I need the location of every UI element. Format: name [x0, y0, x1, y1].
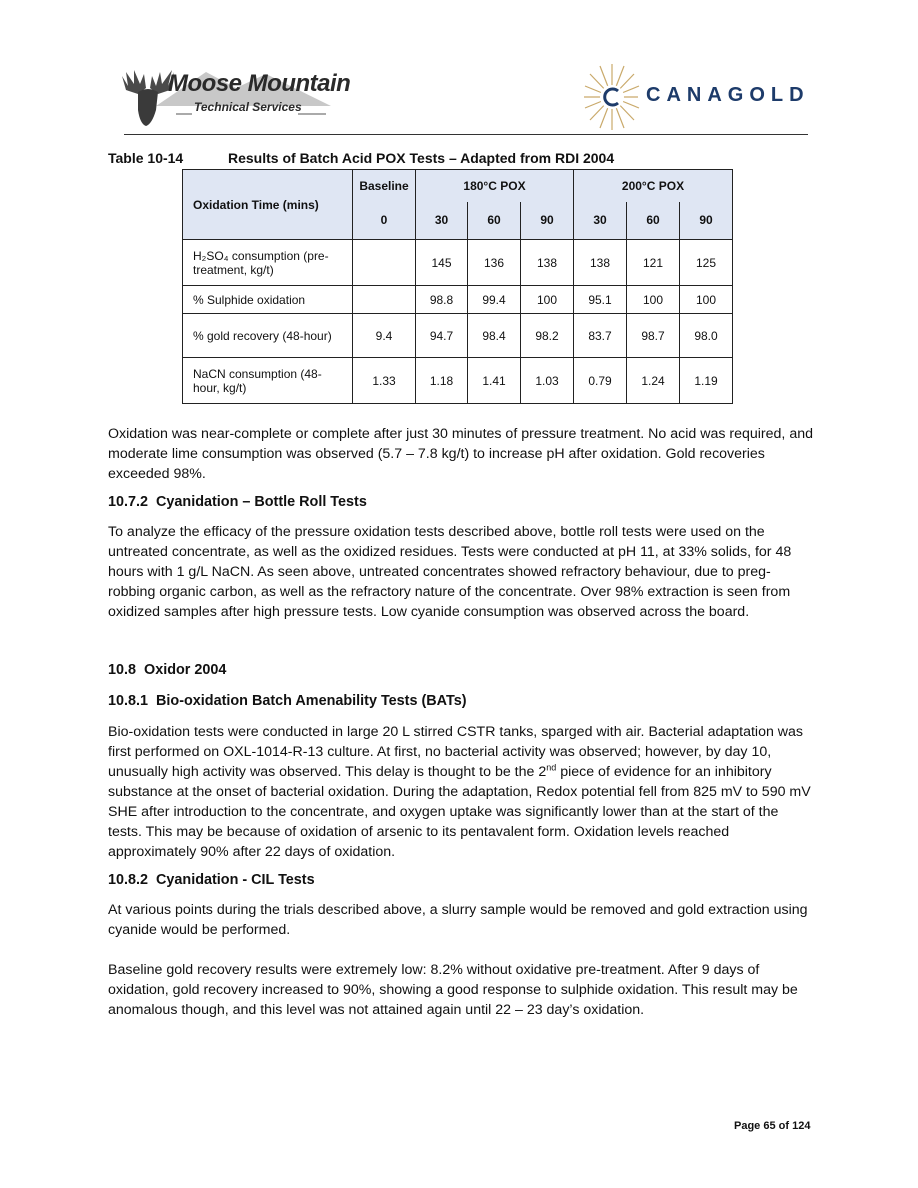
moose-logo-name: Moose Mountain	[168, 70, 351, 97]
ordinal-suffix: nd	[546, 762, 557, 773]
col-time-30: 30	[416, 202, 468, 240]
col-group-200c: 200°C POX	[574, 170, 733, 202]
table-cell: 1.19	[680, 358, 733, 404]
col-group-180c: 180°C POX	[416, 170, 574, 202]
paragraph-text: piece of evidence for an inhibitory substance at the onset of bacterial oxidation. During the adaptation, Redox potential fell from 825 mV to 590 mV SHE after introduction to the concentrate, and oxygen uptake was significantly lower than at the start of the tests. This may be because of oxidation of arsenic to its pentavalent form. Oxidation levels reached approximately 90% after 22 days of oxidation.	[108, 764, 811, 860]
row-label: % Sulphide oxidation	[183, 286, 353, 314]
sunburst-icon	[582, 62, 642, 132]
table-row	[183, 358, 733, 404]
paragraph-oxidation-summary: Oxidation was near-complete or complete after just 30 minutes of pressure treatment. No acid was required, and moderate lime consumption was observed (5.7 – 7.8 kg/t) to increase pH after oxidation. Gold recoveries exceeded 98%.	[108, 426, 813, 482]
table-cell: 125	[680, 240, 733, 286]
table-cell: 98.8	[416, 286, 468, 314]
moose-mountain-logo	[116, 66, 356, 128]
header-divider	[124, 134, 808, 135]
table-cell: 98.0	[680, 314, 733, 358]
row-label: H₂SO₄ consumption (pre-treatment, kg/t)	[183, 240, 353, 286]
paragraph-cil-intro: At various points during the trials described above, a slurry sample would be removed and gold extraction using cyanide would be performed.	[108, 902, 808, 938]
table-cell: 95.1	[574, 286, 627, 314]
paragraph-bio-oxidation	[108, 722, 813, 862]
canagold-logo-name: CANAGOLD	[646, 84, 810, 106]
section-heading-10-8-2	[108, 872, 315, 888]
table-cell: 98.4	[468, 314, 521, 358]
section-title: Cyanidation – Bottle Roll Tests	[156, 494, 367, 510]
table-row	[183, 240, 733, 286]
col-time-0: 0	[353, 202, 416, 240]
table-cell: 1.41	[468, 358, 521, 404]
table-cell: 0.79	[574, 358, 627, 404]
table-row	[183, 286, 733, 314]
col-time-90: 90	[521, 202, 574, 240]
row-label: NaCN consumption (48-hour, kg/t)	[183, 358, 353, 404]
col-time-30: 30	[574, 202, 627, 240]
table-cell: 121	[627, 240, 680, 286]
table-cell: 138	[574, 240, 627, 286]
section-number: 10.8.1	[108, 693, 149, 709]
moose-logo-subtitle: Technical Services	[194, 100, 302, 114]
section-title: Cyanidation - CIL Tests	[156, 872, 315, 888]
section-number: 10.7.2	[108, 494, 149, 510]
table-number: Table 10-14	[108, 150, 184, 166]
table-cell: 100	[627, 286, 680, 314]
table-cell: 138	[521, 240, 574, 286]
table-cell: 83.7	[574, 314, 627, 358]
section-heading-10-8	[108, 662, 226, 678]
table-cell: 1.24	[627, 358, 680, 404]
row-header-oxidation-time: Oxidation Time (mins)	[183, 170, 353, 240]
table-title: Results of Batch Acid POX Tests – Adapted from RDI 2004	[228, 150, 615, 166]
table-cell: 98.7	[627, 314, 680, 358]
table-cell: 1.33	[353, 358, 416, 404]
table-cell: 100	[521, 286, 574, 314]
paragraph-text: Bio-oxidation tests were conducted in large 20 L stirred CSTR tanks, sparged with air. Bacterial adaptation was first performed on OXL-1014-R-13 culture. At first, no bacterial activity was observed; however, by day 10, unusually high activity was observed. This delay is thought to be the 2	[108, 724, 804, 780]
section-title: Oxidor 2004	[144, 662, 227, 678]
col-group-baseline: Baseline	[353, 170, 416, 202]
table-cell: 1.03	[521, 358, 574, 404]
col-time-90: 90	[680, 202, 733, 240]
canagold-logo	[582, 62, 812, 132]
page-number: Page 65 of 124	[734, 1120, 811, 1132]
table-row	[183, 314, 733, 358]
table-cell: 94.7	[416, 314, 468, 358]
page-header	[0, 0, 918, 140]
table-cell: 136	[468, 240, 521, 286]
row-label: % gold recovery (48-hour)	[183, 314, 353, 358]
table-cell: 145	[416, 240, 468, 286]
table-cell	[353, 240, 416, 286]
section-heading-10-7-2	[108, 494, 367, 510]
table-caption	[108, 150, 614, 166]
section-title: Bio-oxidation Batch Amenability Tests (BATs)	[156, 693, 467, 709]
section-heading-10-8-1	[108, 693, 467, 709]
col-time-60: 60	[627, 202, 680, 240]
pox-results-table	[182, 169, 733, 404]
paragraph-cil-results: Baseline gold recovery results were extremely low: 8.2% without oxidative pre-treatment. After 9 days of oxidation, gold recovery increased to 90%, showing a good response to sulphide oxidation. This result may be anomalous though, and this level was not attained again until 22 – 23 day’s oxidation.	[108, 962, 798, 1018]
table-cell: 99.4	[468, 286, 521, 314]
table-cell: 100	[680, 286, 733, 314]
section-number: 10.8	[108, 662, 137, 678]
section-number: 10.8.2	[108, 872, 149, 888]
col-time-60: 60	[468, 202, 521, 240]
table-cell: 1.18	[416, 358, 468, 404]
table-cell	[353, 286, 416, 314]
table-cell: 98.2	[521, 314, 574, 358]
table-cell: 9.4	[353, 314, 416, 358]
paragraph-bottle-roll: To analyze the efficacy of the pressure oxidation tests described above, bottle roll tests were used on the untreated concentrate, as well as the oxidized residues. Tests were conducted at pH 11, at 33% solids, for 48 hours with 1 g/L NaCN. As seen above, untreated concentrates showed refractory behaviour, due to preg-robbing organic carbon, as well as the refractory nature of the concentrate. Over 98% extraction is seen from oxidized samples after high pressure tests. Low cyanide consumption was observed across the board.	[108, 524, 792, 620]
